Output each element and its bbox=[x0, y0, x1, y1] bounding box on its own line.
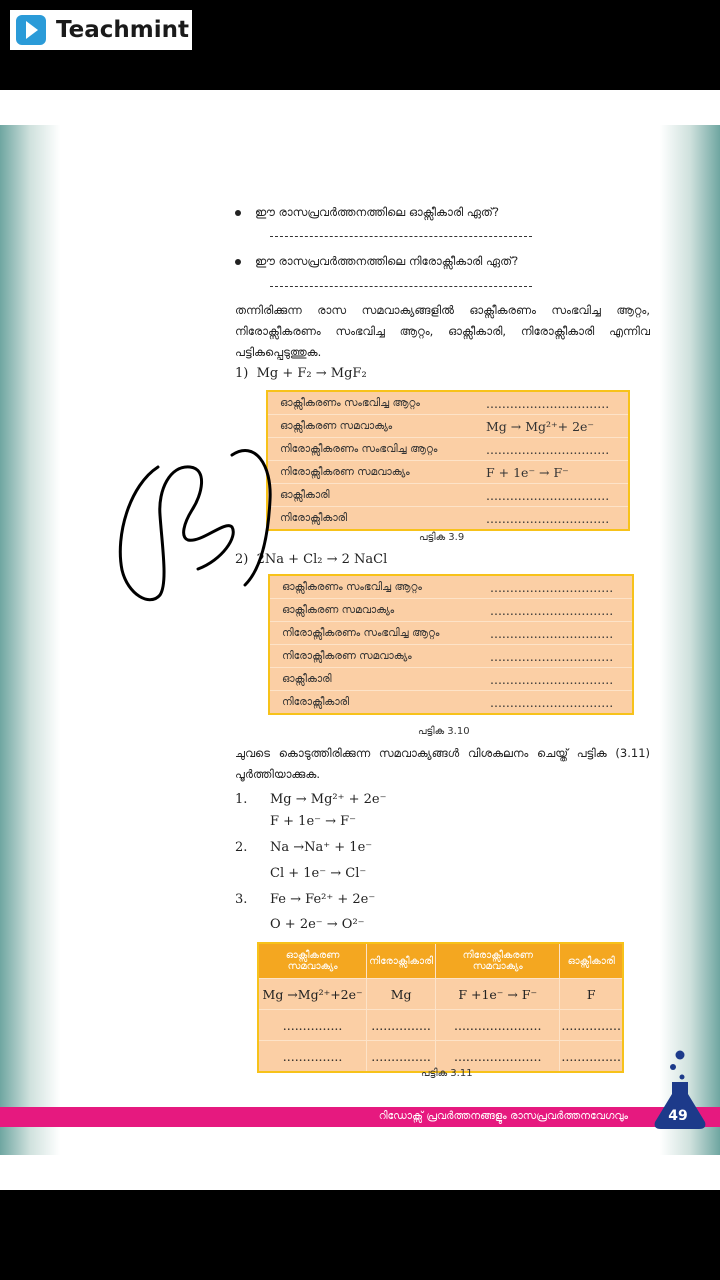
instruction-paragraph: തന്നിരിക്കുന്ന രാസ സമവാക്യങ്ങളിൽ ഓക്സീകരണം സംഭവിച്ച ആറ്റം, നിരോക്സീകരണം സംഭവിച്ച ആറ്റം, ഓക്സീകാരി, നിരോക്സീകാരി എന്നിവ പട്ടികപ്പെടുത്തുക. bbox=[235, 303, 650, 359]
equation-line: Cl + 1e⁻ → Cl⁻ bbox=[270, 866, 367, 881]
question-oxidiser bbox=[235, 205, 499, 220]
column-header: ഓക്സീകരണ സമവാക്യം bbox=[258, 943, 367, 979]
page-number: 49 bbox=[668, 1108, 688, 1124]
table-row bbox=[267, 391, 629, 415]
equation-line: Na →Na⁺ + 1e⁻ bbox=[270, 840, 373, 855]
table-row bbox=[269, 575, 633, 599]
equation-line: Fe → Fe²⁺ + 2e⁻ bbox=[270, 892, 376, 907]
table-cell: Mg bbox=[367, 979, 436, 1010]
teachmint-play-icon bbox=[16, 15, 46, 45]
row-label: നിരോക്സീകാരി bbox=[269, 691, 470, 715]
equation-number: 2. bbox=[235, 840, 248, 855]
row-label: ഓക്സീകരണം സംഭവിച്ച ആറ്റം bbox=[267, 391, 466, 415]
row-value: ............................... bbox=[466, 507, 629, 531]
table-cell: ............... bbox=[258, 1010, 367, 1041]
column-header: നിരോക്സീകരണ സമവാക്യം bbox=[436, 943, 560, 979]
table-row bbox=[269, 622, 633, 645]
table-3-10 bbox=[268, 574, 634, 715]
row-label: നിരോക്സീകാരി bbox=[267, 507, 466, 531]
row-value: ............................... bbox=[466, 391, 629, 415]
equation-line: Mg → Mg²⁺ + 2e⁻ bbox=[270, 792, 387, 807]
row-label: നിരോക്സീകരണ സമവാക്യം bbox=[267, 461, 466, 484]
column-header: ഓക്സീകാരി bbox=[560, 943, 623, 979]
table-row bbox=[258, 1010, 623, 1041]
table-caption: പട്ടിക 3.10 bbox=[418, 726, 470, 737]
equation-number: 3. bbox=[235, 892, 248, 907]
bullet-icon bbox=[235, 259, 241, 265]
row-value: ............................... bbox=[470, 599, 633, 622]
row-label: ഓക്സീകാരി bbox=[269, 668, 470, 691]
table-cell: ............... bbox=[560, 1041, 623, 1073]
row-value: ............................... bbox=[466, 438, 629, 461]
table-cell: Mg →Mg²⁺+2e⁻ bbox=[258, 979, 367, 1010]
table-cell: ............... bbox=[258, 1041, 367, 1073]
row-label: ഓക്സീകരണ സമവാക്യം bbox=[267, 415, 466, 438]
table-3-9 bbox=[266, 390, 630, 531]
answer-line bbox=[270, 236, 532, 237]
table-caption: പട്ടിക 3.9 bbox=[419, 532, 465, 543]
table-row bbox=[267, 461, 629, 484]
row-label: നിരോക്സീകരണം സംഭവിച്ച ആറ്റം bbox=[269, 622, 470, 645]
row-value: ............................... bbox=[470, 622, 633, 645]
row-value: ............................... bbox=[470, 691, 633, 715]
table-caption: പട്ടിക 3.11 bbox=[421, 1068, 473, 1079]
table-cell: ............... bbox=[367, 1010, 436, 1041]
table-row bbox=[269, 691, 633, 715]
reaction-number: 1) bbox=[235, 366, 249, 381]
row-value: Mg → Mg²⁺+ 2e⁻ bbox=[466, 415, 629, 438]
column-header: നിരോക്സീകാരി bbox=[367, 943, 436, 979]
table-row bbox=[258, 979, 623, 1010]
reaction-equation: 2Na + Cl₂ → 2 NaCl bbox=[256, 552, 388, 567]
question-reducer bbox=[235, 254, 518, 269]
table-cell: ...................... bbox=[436, 1010, 560, 1041]
table-row bbox=[269, 645, 633, 668]
row-label: ഓക്സീകരണ സമവാക്യം bbox=[269, 599, 470, 622]
row-value: ............................... bbox=[470, 668, 633, 691]
table-row bbox=[267, 484, 629, 507]
row-label: നിരോക്സീകരണ സമവാക്യം bbox=[269, 645, 470, 668]
answer-line bbox=[270, 286, 532, 287]
table-row bbox=[267, 507, 629, 531]
table-header-row bbox=[258, 943, 623, 979]
table-cell: F bbox=[560, 979, 623, 1010]
bottom-bar bbox=[0, 1190, 720, 1280]
table-cell: ............... bbox=[560, 1010, 623, 1041]
equation-line: F + 1e⁻ → F⁻ bbox=[270, 814, 357, 829]
table-cell: F +1e⁻ → F⁻ bbox=[436, 979, 560, 1010]
reaction-1 bbox=[235, 366, 367, 381]
table-row bbox=[267, 438, 629, 461]
logo-text: Teachmint bbox=[56, 17, 189, 43]
reaction-number: 2) bbox=[235, 552, 249, 567]
table-row bbox=[267, 415, 629, 438]
equation-line: O + 2e⁻ → O²⁻ bbox=[270, 917, 365, 932]
row-value: ............................... bbox=[466, 484, 629, 507]
teachmint-logo bbox=[10, 10, 192, 50]
instruction-paragraph-2: ചുവടെ കൊടുത്തിരിക്കുന്ന സമവാക്യങ്ങൾ വിശകലനം ചെയ്ത് പട്ടിക (3.11) പൂർത്തിയാക്കുക. bbox=[235, 746, 650, 781]
table-row bbox=[269, 668, 633, 691]
row-value: F + 1e⁻ → F⁻ bbox=[466, 461, 629, 484]
handwritten-annotation bbox=[110, 445, 285, 610]
row-label: ഓക്സീകാരി bbox=[267, 484, 466, 507]
equation-number: 1. bbox=[235, 792, 248, 807]
question-text: ഈ രാസപ്രവർത്തനത്തിലെ നിരോക്സീകാരി ഏത്? bbox=[255, 254, 519, 268]
table-row bbox=[269, 599, 633, 622]
bullet-icon bbox=[235, 210, 241, 216]
row-value: ............................... bbox=[470, 575, 633, 599]
chapter-title: റിഡോക്സ് പ്രവർത്തനങ്ങളും രാസപ്രവർത്തനവേഗവും bbox=[378, 1110, 628, 1122]
row-value: ............................... bbox=[470, 645, 633, 668]
reaction-equation: Mg + F₂ → MgF₂ bbox=[256, 366, 367, 381]
table-cell: ............... bbox=[367, 1041, 436, 1073]
row-label: ഓക്സീകരണം സംഭവിച്ച ആറ്റം bbox=[269, 575, 470, 599]
table-3-11 bbox=[257, 942, 624, 1073]
row-label: നിരോക്സീകരണം സംഭവിച്ച ആറ്റം bbox=[267, 438, 466, 461]
app-top-bar bbox=[0, 0, 720, 90]
question-text: ഈ രാസപ്രവർത്തനത്തിലെ ഓക്സീകാരി ഏത്? bbox=[255, 205, 500, 219]
table-cell: ...................... bbox=[436, 1041, 560, 1073]
